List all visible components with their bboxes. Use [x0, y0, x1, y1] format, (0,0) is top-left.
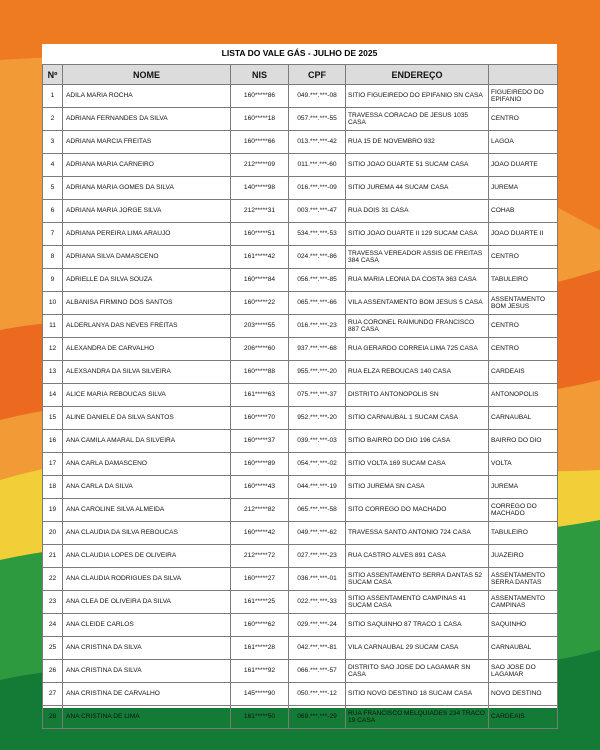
row-number: 8 — [43, 246, 63, 269]
address: DISTRITO SAO JOSE DO LAGAMAR SN CASA — [346, 660, 489, 683]
neighborhood: JUREMA — [489, 476, 558, 499]
cpf-number: 937.***.***-68 — [289, 338, 346, 361]
neighborhood: CARDEAIS — [489, 706, 558, 729]
table-row — [43, 476, 558, 499]
table-row — [43, 706, 558, 729]
row-number: 14 — [43, 384, 63, 407]
address: RUA GERARDO CORREIA LIMA 725 CASA — [346, 338, 489, 361]
neighborhood: VOLTA — [489, 453, 558, 476]
header-cpf: CPF — [289, 65, 346, 85]
nis-number: 160*****88 — [231, 361, 289, 384]
table-row — [43, 614, 558, 637]
neighborhood: COHAB — [489, 200, 558, 223]
cpf-number: 054.***.***-02 — [289, 453, 346, 476]
address: TRAVESSA VEREADOR ASSIS DE FREITAS 384 CASA — [346, 246, 489, 269]
table-row — [43, 683, 558, 706]
row-number: 1 — [43, 85, 63, 108]
cpf-number: 013.***.***-42 — [289, 131, 346, 154]
nis-number: 161*****92 — [231, 660, 289, 683]
beneficiary-name: ANA CAROLINE SILVA ALMEIDA — [63, 499, 231, 522]
neighborhood: JOAO DUARTE — [489, 154, 558, 177]
cpf-number: 050.***.***-12 — [289, 683, 346, 706]
address: RUA CASTRO ALVES 891 CASA — [346, 545, 489, 568]
table-row — [43, 522, 558, 545]
beneficiary-table — [42, 64, 558, 729]
table-row — [43, 269, 558, 292]
beneficiary-name: ALEXSANDRA DA SILVA SILVEIRA — [63, 361, 231, 384]
table-row — [43, 131, 558, 154]
beneficiary-name: ANA CLAUDIA LOPES DE OLIVEIRA — [63, 545, 231, 568]
beneficiary-name: ADRIANA MARIA JORGE SILVA — [63, 200, 231, 223]
cpf-number: 016.***.***-23 — [289, 315, 346, 338]
neighborhood: ASSENTAMENTO SERRA DANTAS — [489, 568, 558, 591]
address: VILA ASSENTAMENTO BOM JESUS 5 CASA — [346, 292, 489, 315]
beneficiary-name: ANA CRISTINA DE LIMA — [63, 706, 231, 729]
cpf-number: 022.***.***-33 — [289, 591, 346, 614]
nis-number: 203*****55 — [231, 315, 289, 338]
cpf-number: 011.***.***-60 — [289, 154, 346, 177]
beneficiary-name: ADRIANA PEREIRA LIMA ARAUJO — [63, 223, 231, 246]
neighborhood: JUREMA — [489, 177, 558, 200]
row-number: 25 — [43, 637, 63, 660]
address: VILA CARNAUBAL 29 SUCAM CASA — [346, 637, 489, 660]
row-number: 12 — [43, 338, 63, 361]
row-number: 4 — [43, 154, 63, 177]
neighborhood: ASSENTAMENTO CAMPINAS — [489, 591, 558, 614]
nis-number: 160*****18 — [231, 108, 289, 131]
table-row — [43, 407, 558, 430]
address: RUA FRANCISCO MELQUIADES 234 TRACO 19 CASA — [346, 706, 489, 729]
beneficiary-name: ANA CAMILA AMARAL DA SILVEIRA — [63, 430, 231, 453]
address: SITO CORREGO DO MACHADO — [346, 499, 489, 522]
neighborhood: CENTRO — [489, 338, 558, 361]
cpf-number: 075.***.***-37 — [289, 384, 346, 407]
address: SITIO JUREMA 44 SUCAM CASA — [346, 177, 489, 200]
table-row — [43, 361, 558, 384]
address: SITIO SAQUINHO 87 TRACO 1 CASA — [346, 614, 489, 637]
address: SITIO ASSENTAMENTO CAMPINAS 41 SUCAM CASA — [346, 591, 489, 614]
neighborhood: CENTRO — [489, 246, 558, 269]
row-number: 15 — [43, 407, 63, 430]
table-row — [43, 568, 558, 591]
row-number: 10 — [43, 292, 63, 315]
beneficiary-name: ADRIANA MARCIA FREITAS — [63, 131, 231, 154]
header-number: Nº — [43, 65, 63, 85]
neighborhood: CARDEAIS — [489, 361, 558, 384]
table-header-row — [43, 65, 558, 85]
table-row — [43, 154, 558, 177]
cpf-number: 069.***.***-29 — [289, 706, 346, 729]
cpf-number: 049.***.***-62 — [289, 522, 346, 545]
beneficiary-name: ANA CLEIDE CARLOS — [63, 614, 231, 637]
row-number: 13 — [43, 361, 63, 384]
cpf-number: 044.***.***-19 — [289, 476, 346, 499]
row-number: 24 — [43, 614, 63, 637]
neighborhood: TABULEIRO — [489, 269, 558, 292]
beneficiary-name: ALDERLANYA DAS NEVES FREITAS — [63, 315, 231, 338]
nis-number: 161*****28 — [231, 637, 289, 660]
neighborhood: BAIRRO DO DIO — [489, 430, 558, 453]
row-number: 11 — [43, 315, 63, 338]
table-row — [43, 384, 558, 407]
address: SITIO FIGUEIREDO DO EPIFANIO SN CASA — [346, 85, 489, 108]
neighborhood: CENTRO — [489, 108, 558, 131]
row-number: 7 — [43, 223, 63, 246]
neighborhood: SAO JOSE DO LAGAMAR — [489, 660, 558, 683]
nis-number: 140*****98 — [231, 177, 289, 200]
address: RUA ELZA REBOUCAS 140 CASA — [346, 361, 489, 384]
cpf-number: 027.***.***-23 — [289, 545, 346, 568]
document-sheet — [42, 44, 557, 724]
table-row — [43, 453, 558, 476]
table-row — [43, 108, 558, 131]
neighborhood: SAQUINHO — [489, 614, 558, 637]
cpf-number: 036.***.***-01 — [289, 568, 346, 591]
row-number: 28 — [43, 706, 63, 729]
nis-number: 212*****31 — [231, 200, 289, 223]
table-row — [43, 200, 558, 223]
document-title: LISTA DO VALE GÁS - JULHO DE 2025 — [221, 48, 378, 58]
beneficiary-name: ANA CLEA DE OLIVEIRA DA SILVA — [63, 591, 231, 614]
table-row — [43, 591, 558, 614]
nis-number: 160*****70 — [231, 407, 289, 430]
row-number: 26 — [43, 660, 63, 683]
address: TRAVESSA SANTO ANTONIO 724 CASA — [346, 522, 489, 545]
address: SITIO JOAO DUARTE 51 SUCAM CASA — [346, 154, 489, 177]
address: RUA DOIS 31 CASA — [346, 200, 489, 223]
neighborhood: ANTONOPOLIS — [489, 384, 558, 407]
cpf-number: 065.***.***-66 — [289, 292, 346, 315]
table-row — [43, 338, 558, 361]
cpf-number: 024.***.***-86 — [289, 246, 346, 269]
beneficiary-name: ALINE DANIELE DA SILVA SANTOS — [63, 407, 231, 430]
beneficiary-name: ALEXANDRA DE CARVALHO — [63, 338, 231, 361]
table-row — [43, 660, 558, 683]
table-row — [43, 637, 558, 660]
nis-number: 160*****42 — [231, 522, 289, 545]
nis-number: 160*****51 — [231, 223, 289, 246]
address: SITIO JOAO DUARTE II 129 SUCAM CASA — [346, 223, 489, 246]
table-row — [43, 499, 558, 522]
header-name: NOME — [63, 65, 231, 85]
cpf-number: 066.***.***-57 — [289, 660, 346, 683]
row-number: 6 — [43, 200, 63, 223]
header-neighborhood — [489, 65, 558, 85]
beneficiary-name: ADRIANA MARIA GOMES DA SILVA — [63, 177, 231, 200]
table-row — [43, 292, 558, 315]
beneficiary-name: ANA CLAUDIA RODRIGUES DA SILVA — [63, 568, 231, 591]
address: RUA CORONEL RAIMUNDO FRANCISCO 887 CASA — [346, 315, 489, 338]
row-number: 21 — [43, 545, 63, 568]
address: SITIO NOVO DESTINO 18 SUCAM CASA — [346, 683, 489, 706]
nis-number: 161*****63 — [231, 384, 289, 407]
address: RUA 15 DE NOVEMBRO 932 — [346, 131, 489, 154]
header-address: ENDEREÇO — [346, 65, 489, 85]
nis-number: 160*****43 — [231, 476, 289, 499]
beneficiary-name: ANA CLAUDIA DA SILVA REBOUCAS — [63, 522, 231, 545]
beneficiary-name: ADRIANA SILVA DAMASCENO — [63, 246, 231, 269]
nis-number: 160*****37 — [231, 430, 289, 453]
row-number: 18 — [43, 476, 63, 499]
neighborhood: CENTRO — [489, 315, 558, 338]
beneficiary-name: ADRIANA FERNANDES DA SILVA — [63, 108, 231, 131]
cpf-number: 955.***.***-20 — [289, 361, 346, 384]
nis-number: 212*****82 — [231, 499, 289, 522]
nis-number: 160*****84 — [231, 269, 289, 292]
table-row — [43, 85, 558, 108]
cpf-number: 029.***.***-24 — [289, 614, 346, 637]
row-number: 27 — [43, 683, 63, 706]
neighborhood: LAGOA — [489, 131, 558, 154]
cpf-number: 003.***.***-47 — [289, 200, 346, 223]
address: SITIO ASSENTAMENTO SERRA DANTAS 52 SUCAM CASA — [346, 568, 489, 591]
address: SITIO JUREMA SN CASA — [346, 476, 489, 499]
nis-number: 206*****60 — [231, 338, 289, 361]
table-row — [43, 545, 558, 568]
beneficiary-name: ANA CRISTINA DE CARVALHO — [63, 683, 231, 706]
nis-number: 145*****90 — [231, 683, 289, 706]
row-number: 23 — [43, 591, 63, 614]
nis-number: 212*****09 — [231, 154, 289, 177]
table-row — [43, 246, 558, 269]
neighborhood: ASSENTAMENTO BOM JESUS — [489, 292, 558, 315]
beneficiary-name: ALICE MARIA REBOUCAS SILVA — [63, 384, 231, 407]
table-row — [43, 430, 558, 453]
row-number: 9 — [43, 269, 63, 292]
neighborhood: JUAZEIRO — [489, 545, 558, 568]
address: DISTRITO ANTONOPOLIS SN — [346, 384, 489, 407]
nis-number: 160*****22 — [231, 292, 289, 315]
row-number: 16 — [43, 430, 63, 453]
table-row — [43, 223, 558, 246]
neighborhood: JOAO DUARTE II — [489, 223, 558, 246]
nis-number: 160*****62 — [231, 614, 289, 637]
nis-number: 161*****50 — [231, 706, 289, 729]
row-number: 22 — [43, 568, 63, 591]
beneficiary-name: ADRIANA MARIA CARNEIRO — [63, 154, 231, 177]
neighborhood: FIGUEIREDO DO EPIFANIO — [489, 85, 558, 108]
nis-number: 161*****25 — [231, 591, 289, 614]
beneficiary-name: ADILA MARIA ROCHA — [63, 85, 231, 108]
row-number: 17 — [43, 453, 63, 476]
beneficiary-name: ADRIELLE DA SILVA SOUZA — [63, 269, 231, 292]
neighborhood: CARNAUBAL — [489, 407, 558, 430]
cpf-number: 042.***.***-81 — [289, 637, 346, 660]
address: SITIO BAIRRO DO DIO 196 CASA — [346, 430, 489, 453]
address: SITIO VOLTA 169 SUCAM CASA — [346, 453, 489, 476]
row-number: 3 — [43, 131, 63, 154]
nis-number: 160*****66 — [231, 131, 289, 154]
cpf-number: 065.***.***-58 — [289, 499, 346, 522]
table-row — [43, 315, 558, 338]
table-row — [43, 177, 558, 200]
beneficiary-name: ANA CRISTINA DA SILVA — [63, 637, 231, 660]
header-nis: NIS — [231, 65, 289, 85]
nis-number: 160*****86 — [231, 85, 289, 108]
neighborhood: CORREGO DO MACHADO — [489, 499, 558, 522]
cpf-number: 056.***.***-85 — [289, 269, 346, 292]
cpf-number: 049.***.***-08 — [289, 85, 346, 108]
neighborhood: CARNAUBAL — [489, 637, 558, 660]
address: RUA MARIA LEONIA DA COSTA 363 CASA — [346, 269, 489, 292]
address: SITIO CARNAUBAL 1 SUCAM CASA — [346, 407, 489, 430]
cpf-number: 039.***.***-03 — [289, 430, 346, 453]
row-number: 5 — [43, 177, 63, 200]
beneficiary-name: ANA CRISTINA DA SILVA — [63, 660, 231, 683]
cpf-number: 016.***.***-09 — [289, 177, 346, 200]
nis-number: 161*****42 — [231, 246, 289, 269]
neighborhood: NOVO DESTINO — [489, 683, 558, 706]
beneficiary-name: ALBANISA FIRMINO DOS SANTOS — [63, 292, 231, 315]
cpf-number: 534.***.***-53 — [289, 223, 346, 246]
row-number: 20 — [43, 522, 63, 545]
nis-number: 160*****27 — [231, 568, 289, 591]
beneficiary-name: ANA CARLA DA SILVA — [63, 476, 231, 499]
address: TRAVESSA CORACAO DE JESUS 1035 CASA — [346, 108, 489, 131]
row-number: 2 — [43, 108, 63, 131]
cpf-number: 952.***.***-20 — [289, 407, 346, 430]
neighborhood: TABULEIRO — [489, 522, 558, 545]
row-number: 19 — [43, 499, 63, 522]
nis-number: 212*****72 — [231, 545, 289, 568]
beneficiary-name: ANA CARLA DAMASCENO — [63, 453, 231, 476]
cpf-number: 057.***.***-55 — [289, 108, 346, 131]
nis-number: 160*****89 — [231, 453, 289, 476]
